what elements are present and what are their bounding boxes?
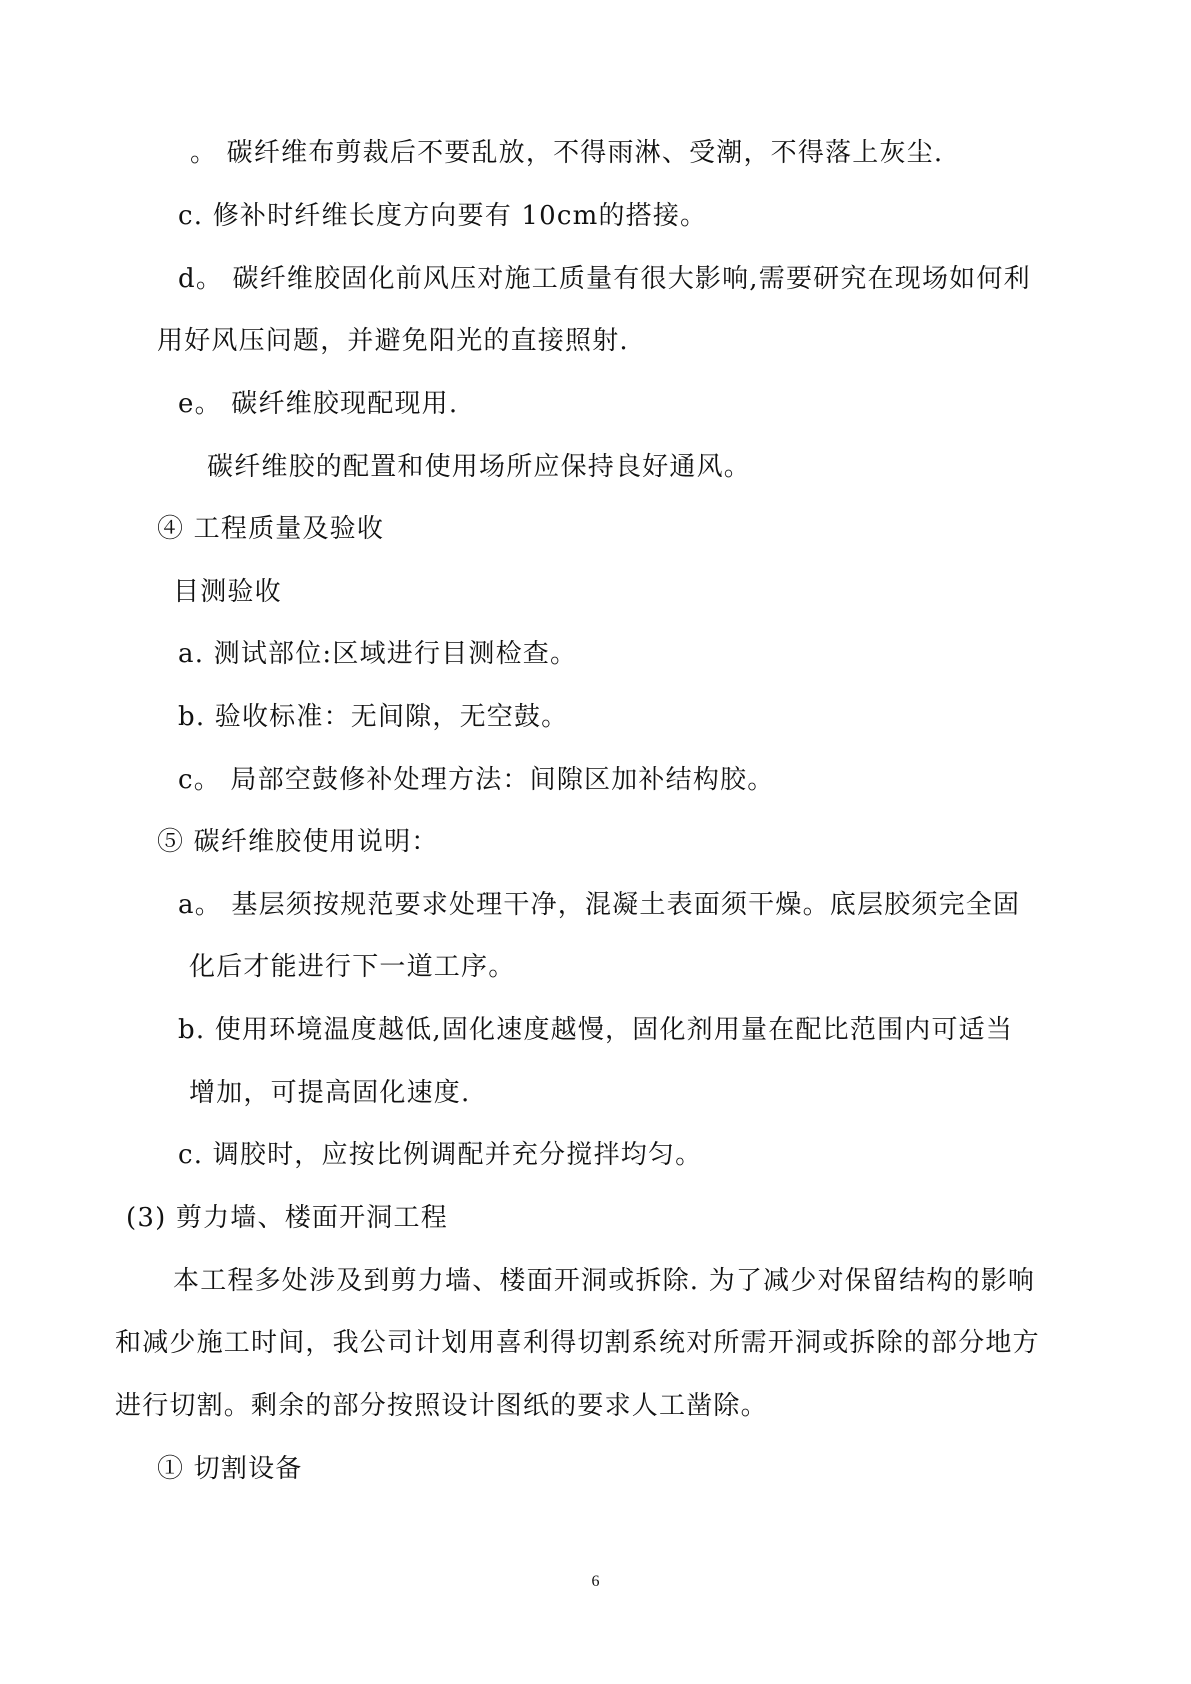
page-number: 6 [591,1573,600,1590]
text-line: b. 使用环境温度越低,固化速度越慢，固化剂用量在配比范围内可适当 [178,1015,1014,1045]
text-line: 化后才能进行下一道工序。 [189,952,516,982]
text-line: 用好风压问题，并避免阳光的直接照射. [157,326,629,356]
section-heading: (3) 剪力墙、楼面开洞工程 [126,1203,448,1233]
text-line: b. 验收标准：无间隙，无空鼓。 [178,702,569,732]
text-line: 。 碳纤维布剪裁后不要乱放，不得雨淋、受潮，不得落上灰尘. [190,138,944,168]
text-line: d。 碳纤维胶固化前风压对施工质量有很大影响,需要研究在现场如何利 [178,264,1031,294]
section-heading: ④ 工程质量及验收 [157,514,385,544]
text-line: a。 基层须按规范要求处理干净，混凝土表面须干燥。底层胶须完全固 [178,890,1021,920]
section-heading: ① 切割设备 [157,1454,303,1484]
text-line: c. 调胶时，应按比例调配并充分搅拌均匀。 [178,1140,703,1170]
section-heading: ⑤ 碳纤维胶使用说明： [157,827,439,857]
text-line: c. 修补时纤维长度方向要有 10cm的搭接。 [178,201,708,231]
text-line: e。 碳纤维胶现配现用. [178,389,459,419]
subsection-heading: 目测验收 [173,577,282,607]
text-line: 和减少施工时间，我公司计划用喜利得切割系统对所需开洞或拆除的部分地方 [115,1328,1040,1358]
text-line: 本工程多处涉及到剪力墙、楼面开洞或拆除. 为了减少对保留结构的影响 [173,1266,1036,1296]
text-line: 进行切割。剩余的部分按照设计图纸的要求人工凿除。 [115,1391,768,1421]
text-line: a. 测试部位:区域进行目测检查。 [178,639,578,669]
text-line: c。 局部空鼓修补处理方法：间隙区加补结构胶。 [178,765,775,795]
text-line: 增加，可提高固化速度. [189,1078,471,1108]
text-line: 碳纤维胶的配置和使用场所应保持良好通风。 [207,452,752,482]
